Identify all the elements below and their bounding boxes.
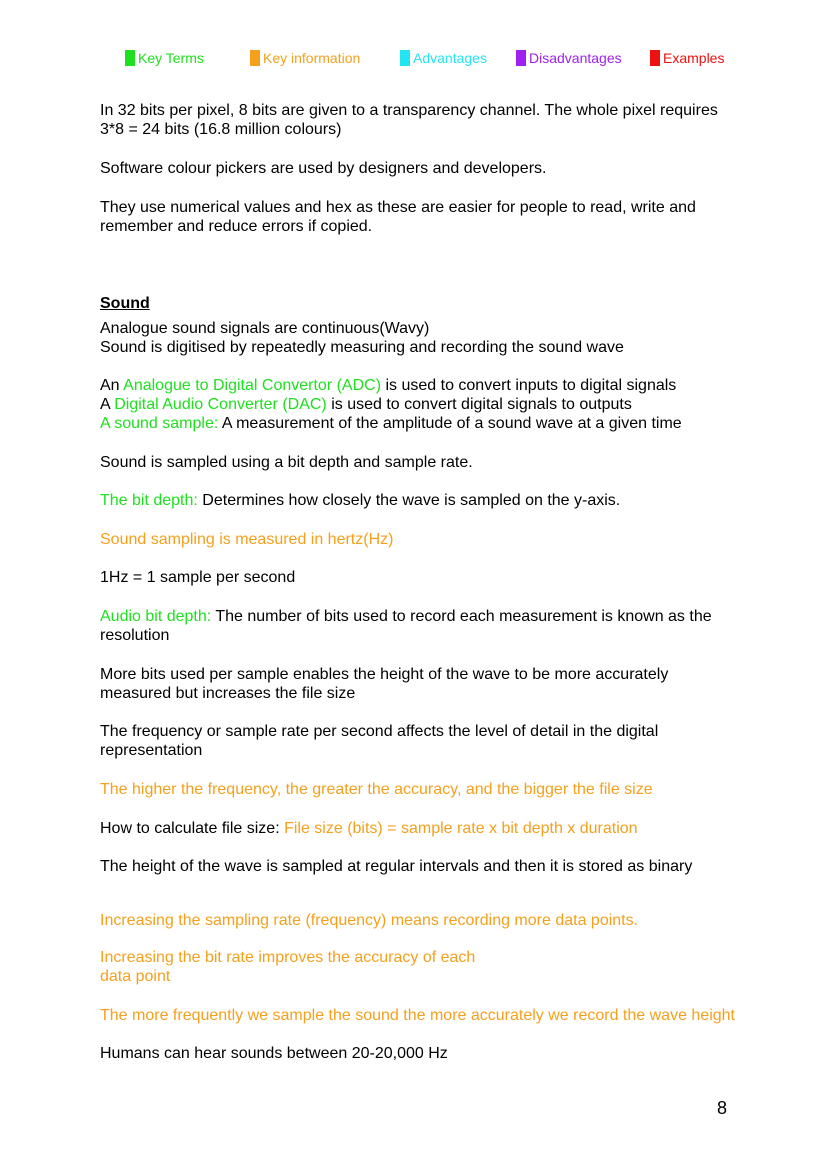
wave-height-line: The height of the wave is sampled at regular intervals and then it is stored as binary — [100, 858, 693, 875]
sample-frequency-paragraph: The more frequently we sample the sound the more accurately we record the wave height — [100, 1007, 735, 1024]
audio-bit-depth-post: The number of bits used to record each measurement is known as the resolution — [100, 608, 712, 644]
dac-term: Digital Audio Converter (DAC) — [114, 396, 327, 413]
audio-bit-depth-term: Audio bit depth: — [100, 608, 212, 625]
legend-key-terms — [125, 49, 204, 67]
legend-label: Disadvantages — [529, 50, 622, 66]
higher-frequency-line: The higher the frequency, the greater the accuracy, and the bigger the file size — [100, 781, 653, 798]
dac-pre: A — [100, 396, 115, 413]
adc-term: Analogue to Digital Convertor (ADC) — [123, 377, 382, 394]
increasing-bit-rate-paragraph — [100, 948, 740, 986]
bit-depth-term: The bit depth: — [100, 492, 198, 509]
legend-key-information — [250, 49, 360, 67]
legend-label: Key information — [263, 50, 361, 66]
legend-label: Advantages — [413, 50, 487, 66]
human-hearing-line: Humans can hear sounds between 20-20,000 Hz — [100, 1045, 448, 1062]
advantages-swatch — [400, 50, 410, 66]
dac-line — [100, 395, 740, 414]
adc-post: is used to convert inputs to digital signals — [381, 377, 677, 394]
adc-line — [100, 376, 740, 395]
legend-advantages — [400, 49, 487, 67]
sample-term: A sound sample: — [100, 415, 219, 432]
file-size-formula: File size (bits) = sample rate x bit depth x duration — [284, 820, 638, 837]
legend-label: Examples — [663, 50, 725, 66]
frequency-paragraph: The frequency or sample rate per second affects the level of detail in the digital representation — [100, 723, 659, 759]
numerical-values-paragraph: They use numerical values and hex as these are easier for people to read, write and remember and reduce errors if copied. — [100, 199, 696, 235]
increasing-bit-line2: data point — [100, 968, 171, 985]
page-number: 8 — [716, 1098, 727, 1118]
sample-post: A measurement of the amplitude of a sound wave at a given time — [218, 415, 682, 432]
more-bits-paragraph: More bits used per sample enables the height of the wave to be more accurately measured but increases the file size — [100, 666, 669, 702]
key-information-swatch — [250, 50, 260, 66]
key-terms-swatch — [125, 50, 135, 66]
disadvantages-swatch — [516, 50, 526, 66]
sampled-line: Sound is sampled using a bit depth and sample rate. — [100, 454, 473, 471]
one-hz-line: 1Hz = 1 sample per second — [100, 569, 296, 586]
audio-bit-depth-paragraph — [100, 607, 740, 645]
bit-depth-line — [100, 491, 740, 510]
increasing-sampling-rate-line: Increasing the sampling rate (frequency) means recording more data points. — [100, 912, 639, 929]
sound-sample-line — [100, 414, 740, 433]
color-legend — [0, 49, 828, 67]
bit-depth-post: Determines how closely the wave is sampled on the y-axis. — [197, 492, 621, 509]
colour-pickers-paragraph: Software colour pickers are used by designers and developers. — [100, 160, 547, 177]
legend-disadvantages — [516, 49, 622, 67]
legend-label: Key Terms — [138, 50, 204, 66]
legend-examples — [650, 49, 724, 67]
adc-pre: An — [100, 377, 124, 394]
calc-pre: How to calculate file size: — [100, 820, 285, 837]
calculate-file-size-line — [100, 819, 740, 838]
examples-swatch — [650, 50, 660, 66]
hertz-line: Sound sampling is measured in hertz(Hz) — [100, 531, 394, 548]
transparency-paragraph: In 32 bits per pixel, 8 bits are given to a transparency channel. The whole pixel requires 3*8 = 24 bits (16.8 million colours) — [100, 102, 718, 138]
sound-heading: Sound — [100, 295, 150, 312]
digitised-line: Sound is digitised by repeatedly measuring and recording the sound wave — [100, 339, 624, 356]
dac-post: is used to convert digital signals to outputs — [326, 396, 632, 413]
analogue-line: Analogue sound signals are continuous(Wavy) — [100, 320, 430, 337]
increasing-bit-line1: Increasing the bit rate improves the accuracy of each — [100, 949, 476, 966]
